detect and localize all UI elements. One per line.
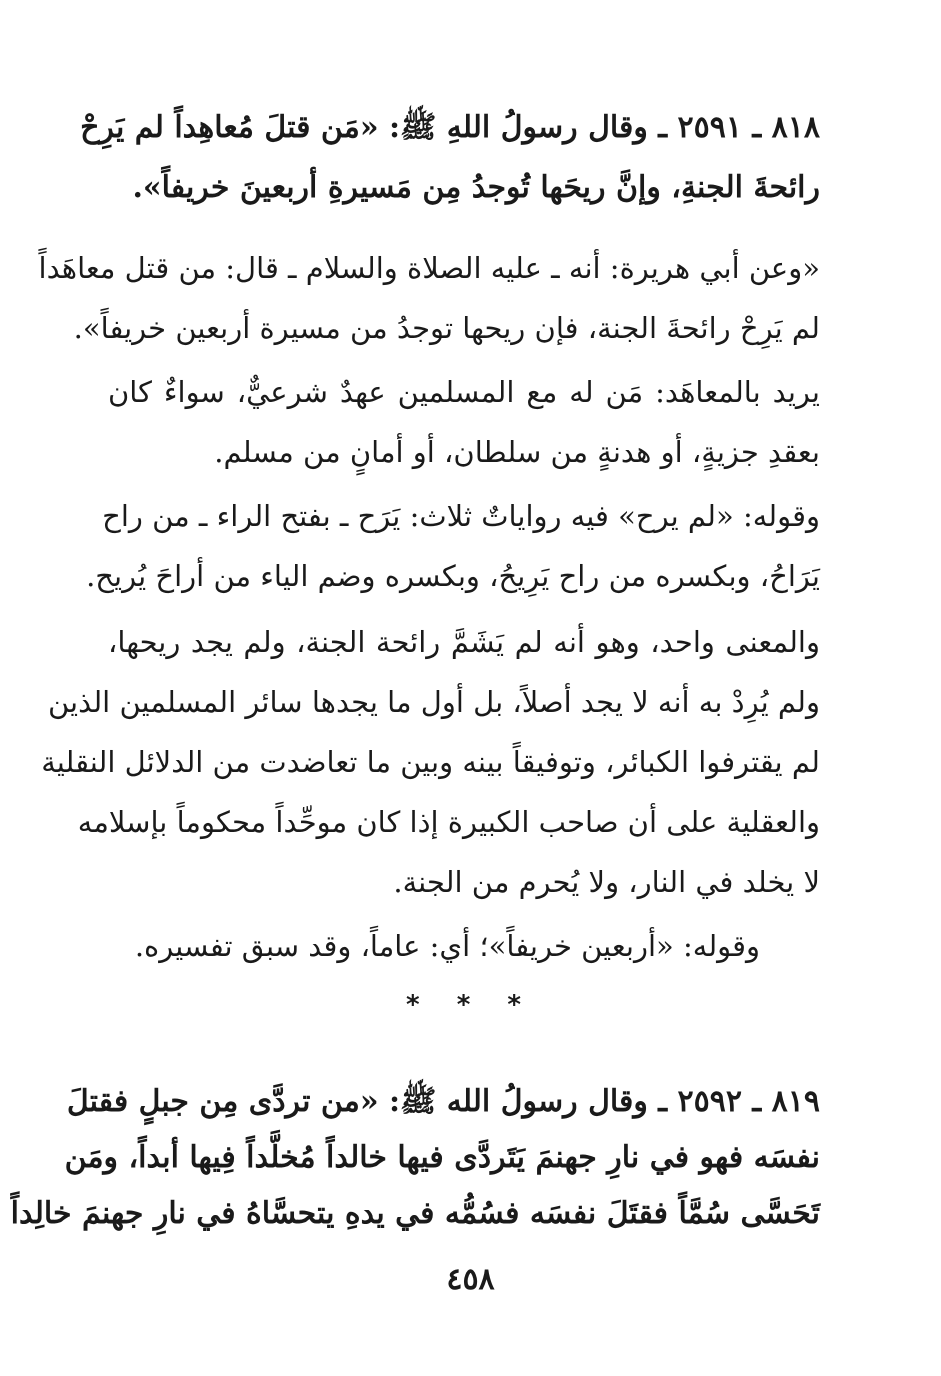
commentary-para3-line-2: يَرَاحُ، وبكسره من راح يَرِيحُ، وبكسره وضم الياء من أراحَ يُريح. — [86, 559, 820, 593]
commentary-para4-line-2: ولم يُرِدْ به أنه لا يجد أصلاً، بل أول ما يجدها سائر المسلمين الذين — [47, 685, 820, 719]
hadith-819-line-1: ٨١٩ ـ ٢٥٩٢ ـ وقال رسولُ الله ﷺ: «من تردَّى مِن جبلٍ فقتلَ — [66, 1084, 820, 1119]
section-separator: * * * — [406, 990, 535, 1020]
commentary-para1-line-1: «وعن أبي هريرة: أنه ـ عليه الصلاة والسلام ـ قال: من قتل معاهَداً — [38, 251, 820, 285]
page-number: ٤٥٨ — [446, 1262, 495, 1297]
commentary-para4-line-4: والعقلية على أن صاحب الكبيرة إذا كان موحِّداً محكوماً بإسلامه — [77, 805, 820, 839]
hadith-819-line-3: تَحَسَّى سُمَّاً فقتَلَ نفسَه فسُمُّه في يدهِ يتحسَّاهُ في نارِ جهنمَ خالِداً — [10, 1196, 820, 1231]
commentary-para5-line-1: وقوله: «أربعين خريفاً»؛ أي: عاماً، وقد سبق تفسيره. — [134, 929, 760, 963]
commentary-para3-line-1: وقوله: «لم يرح» فيه رواياتٌ ثلاث: يَرَح ـ بفتح الراء ـ من راح — [102, 499, 820, 533]
commentary-para2-line-2: بعقدِ جزيةٍ، أو هدنةٍ من سلطان، أو أمانٍ من مسلم. — [214, 435, 820, 469]
commentary-para4-line-5: لا يخلد في النار، ولا يُحرم من الجنة. — [393, 865, 820, 899]
commentary-para2-line-1: يريد بالمعاهَد: مَن له مع المسلمين عهدٌ شرعيٌّ، سواءٌ كان — [108, 375, 820, 409]
commentary-para4-line-3: لم يقترفوا الكبائر، وتوفيقاً بينه وبين ما تعاضدت من الدلائل النقلية — [41, 745, 820, 779]
hadith-819-line-2: نفسَه فهو في نارِ جهنمَ يَتَردَّى فيها خالداً مُخلَّداً فِيها أبداً، ومَن — [64, 1140, 820, 1175]
hadith-818-line-1: ٨١٨ ـ ٢٥٩١ ـ وقال رسولُ اللهِ ﷺ: «مَن قتلَ مُعاهِداً لم يَرِحْ — [80, 110, 820, 145]
hadith-818-line-2: رائحةَ الجنةِ، وإنَّ ريحَها تُوجدُ مِن مَسيرةِ أربعينَ خريفاً». — [132, 170, 820, 205]
commentary-para4-line-1: والمعنى واحد، وهو أنه لم يَشَمَّ رائحة الجنة، ولم يجد ريحها، — [108, 625, 820, 659]
commentary-para1-line-2: لم يَرِحْ رائحةَ الجنة، فإن ريحها توجدُ من مسيرة أربعين خريفاً». — [73, 311, 820, 345]
